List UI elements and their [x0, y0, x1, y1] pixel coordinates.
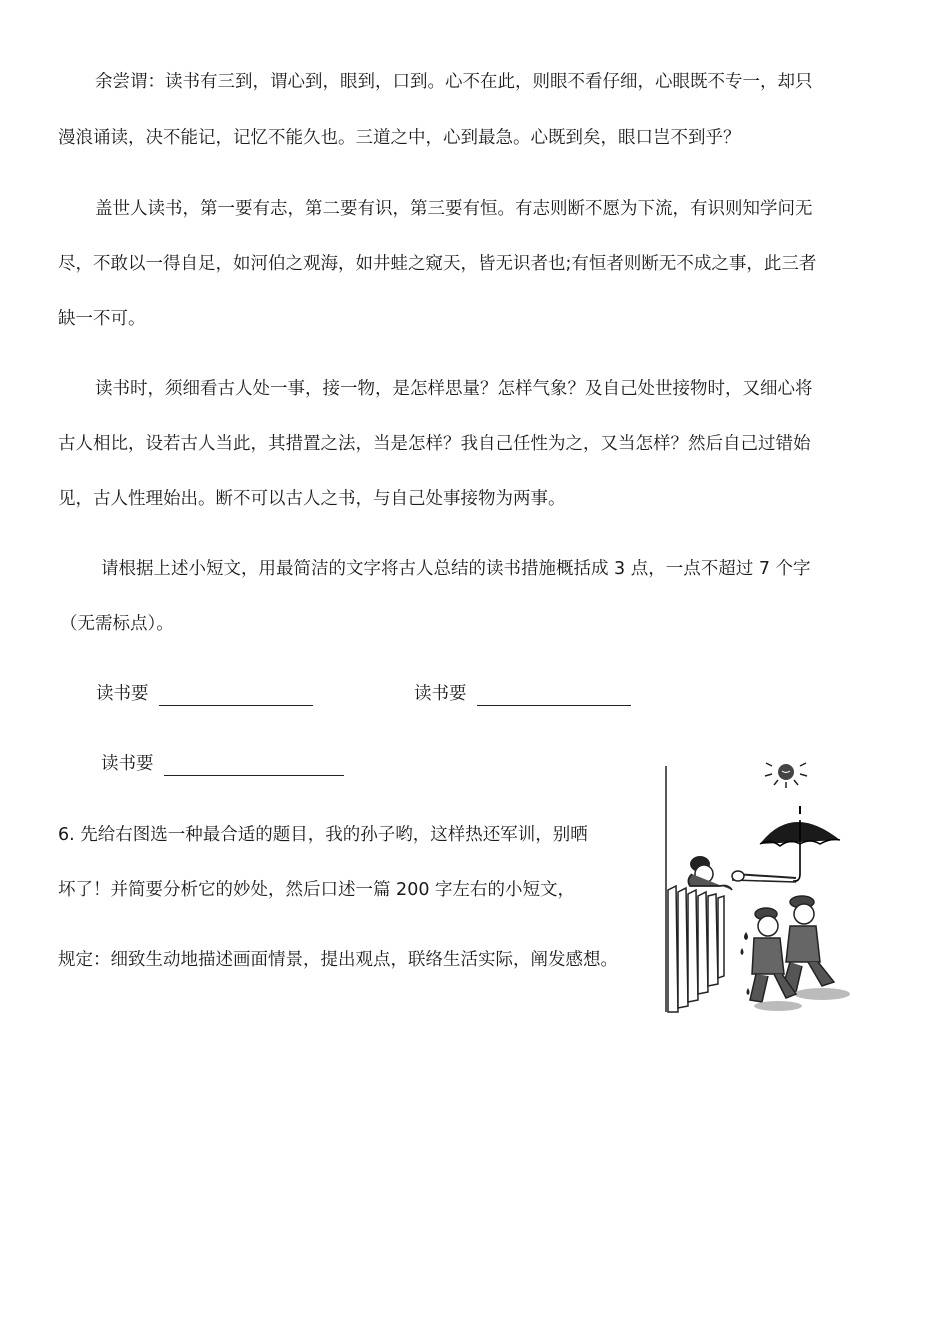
- sun-icon: [765, 763, 807, 788]
- answer-2-blank[interactable]: [477, 685, 631, 706]
- soldier-figure: [782, 896, 850, 1000]
- answer-row-3: [101, 752, 344, 776]
- passage-p3-line3: 见，古人性理始出。断不可以古人之书，与自己处事接物为两事。: [58, 489, 566, 509]
- passage-p3-line1: 读书时，须细看古人处一事，接一物，是怎样思量？怎样气象？及自己处世接物时，又细心将: [95, 379, 813, 399]
- answer-row-1: [96, 682, 313, 706]
- answer-1-prefix: 读书要: [96, 684, 149, 704]
- question6-line1: 6. 先给右图选一种最合适的题目，我的孙子哟，这样热还军训，别晒: [58, 825, 588, 845]
- question6-line3: 规定：细致生动地描述画面情景，提出观点，联络生活实际，阐发感想。: [58, 950, 618, 970]
- question6-line2: 坏了！并简要分析它的妙处，然后口述一篇 200 字左右的小短文，: [58, 880, 576, 900]
- question5-line1: 请根据上述小短文，用最简洁的文字将古人总结的读书措施概括成 3 点，一点不超过 7 个字: [101, 559, 811, 579]
- answer-row-2: [414, 682, 631, 706]
- passage-p2-line3: 缺一不可。: [58, 309, 146, 329]
- fence: [668, 886, 724, 1012]
- answer-1-blank[interactable]: [159, 685, 313, 706]
- answer-3-prefix: 读书要: [101, 754, 154, 774]
- passage-p2-line2: 尽，不敢以一得自足，如河伯之观海，如井蛙之窥天，皆无识者也;有恒者则断无不成之事，此三者: [58, 254, 817, 274]
- answer-3-blank[interactable]: [164, 755, 344, 776]
- question5-line2: （无需标点）。: [60, 614, 174, 634]
- passage-p1-line2: 漫浪诵读，决不能记，记忆不能久也。三道之中，心到最急。心既到矣，眼口岂不到乎？: [58, 128, 741, 148]
- answer-2-prefix: 读书要: [414, 684, 467, 704]
- cartoon-grandma-umbrella-soldiers-icon: [662, 762, 868, 1016]
- passage-p2-line1: 盖世人读书，第一要有志，第二要有识，第三要有恒。有志则断不愿为下流，有识则知学问无: [95, 199, 813, 219]
- passage-p3-line2: 古人相比，设若古人当此，其措置之法，当是怎样？我自己任性为之，又当怎样？然后自己过错始: [58, 434, 811, 454]
- passage-p1-line1: 余尝谓：读书有三到，谓心到，眼到，口到。心不在此，则眼不看仔细，心眼既不专一，却只: [95, 72, 813, 92]
- grandma-figure: [688, 856, 732, 890]
- umbrella-icon: [760, 806, 840, 881]
